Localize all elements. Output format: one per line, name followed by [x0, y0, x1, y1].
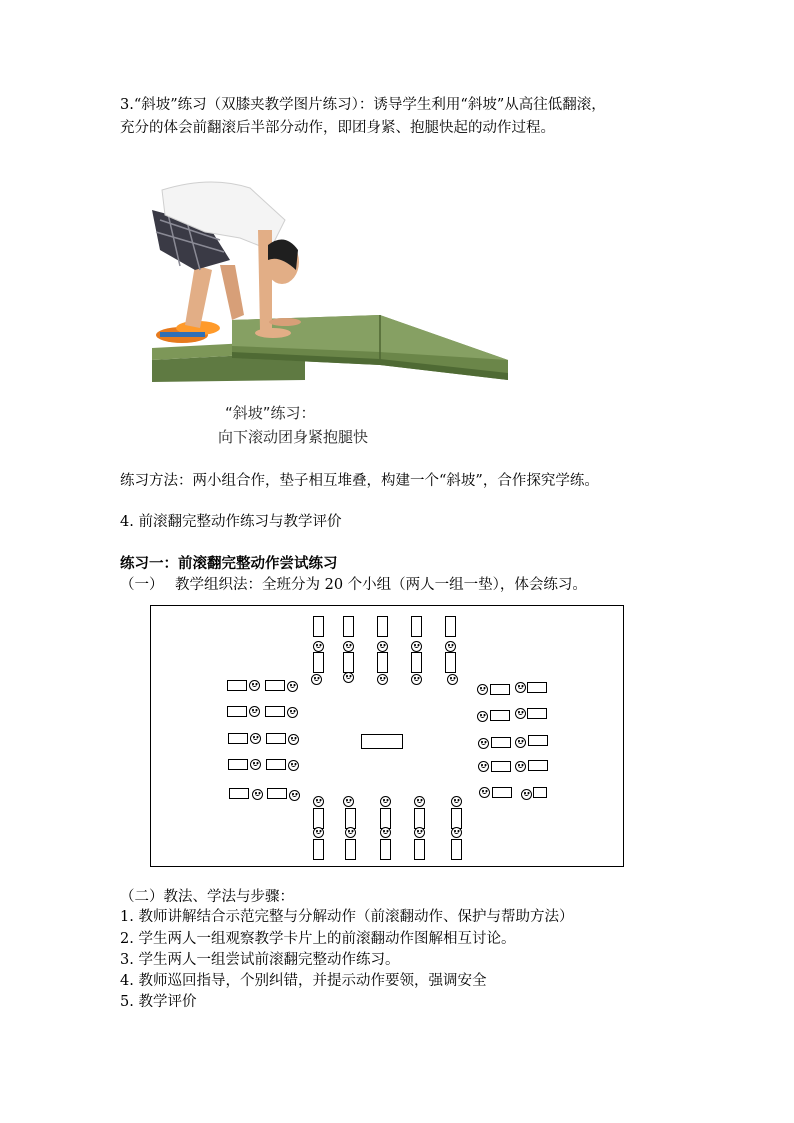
- top-mat: [411, 616, 422, 637]
- smiley-icon: [414, 827, 425, 838]
- left-mat: [229, 788, 249, 799]
- smiley-icon: [478, 738, 489, 749]
- smiley-icon: [287, 681, 298, 692]
- smiley-icon: [288, 760, 299, 771]
- smiley-icon: [250, 759, 261, 770]
- right-mat: [528, 735, 548, 746]
- student-figure: [152, 182, 301, 343]
- exercise1-heading: 练习一：前滚翻完整动作尝试练习: [120, 556, 338, 572]
- bottom-mat: [313, 808, 324, 829]
- bottom-mat: [451, 808, 462, 829]
- slope-practice-photo: [140, 170, 530, 460]
- bottom-mat: [345, 808, 356, 829]
- step-item: 2. 学生两人一组观察教学卡片上的前滚翻动作图解相互讨论。: [120, 931, 516, 947]
- right-mat: [490, 710, 510, 721]
- class-formation-diagram: [150, 605, 624, 867]
- smiley-icon: [250, 733, 261, 744]
- left-mat: [228, 759, 248, 770]
- right-mat: [528, 760, 548, 771]
- top-mat: [343, 616, 354, 637]
- smiley-icon: [451, 827, 462, 838]
- bottom-mat: [345, 839, 356, 860]
- right-mat: [492, 787, 512, 798]
- smiley-icon: [249, 680, 260, 691]
- top-mat: [377, 616, 388, 637]
- smiley-icon: [380, 796, 391, 807]
- top-mat: [411, 652, 422, 673]
- smiley-icon: [289, 790, 300, 801]
- smiley-icon: [445, 641, 456, 652]
- left-mat: [227, 680, 247, 691]
- bottom-mat: [380, 839, 391, 860]
- section3-line1: 3.“斜坡”练习（双膝夹教学图片练习）：诱导学生利用“斜坡”从高往低翻滚，: [120, 97, 606, 113]
- smiley-icon: [345, 827, 356, 838]
- left-mat: [266, 733, 286, 744]
- smiley-icon: [411, 674, 422, 685]
- bottom-mat: [380, 808, 391, 829]
- top-mat: [377, 652, 388, 673]
- steps-heading: （二）教法、学法与步骤：: [120, 889, 294, 905]
- bottom-mat: [414, 839, 425, 860]
- smiley-icon: [380, 827, 391, 838]
- smiley-icon: [515, 708, 526, 719]
- left-mat: [265, 706, 285, 717]
- left-mat: [265, 680, 285, 691]
- bottom-mat: [313, 839, 324, 860]
- smiley-icon: [311, 674, 322, 685]
- smiley-icon: [252, 789, 263, 800]
- left-mat: [228, 733, 248, 744]
- right-mat: [527, 708, 547, 719]
- right-mat: [491, 737, 511, 748]
- smiley-icon: [377, 674, 388, 685]
- step-item: 3. 学生两人一组尝试前滚翻完整动作练习。: [120, 952, 400, 968]
- step-item: 4. 教师巡回指导，个别纠错，并提示动作要领，强调安全: [120, 973, 487, 989]
- photo-caption-line1: “斜坡”练习：: [225, 404, 316, 422]
- left-mat: [266, 759, 286, 770]
- smiley-icon: [313, 827, 324, 838]
- center-mat: [361, 734, 403, 749]
- smiley-icon: [313, 641, 324, 652]
- practice-method: 练习方法：两小组合作，垫子相互堆叠，构建一个“斜坡”，合作探究学练。: [120, 473, 599, 489]
- left-mat: [267, 788, 287, 799]
- smiley-icon: [287, 707, 298, 718]
- smiley-icon: [521, 789, 532, 800]
- right-mat: [527, 682, 547, 693]
- smiley-icon: [288, 734, 299, 745]
- smiley-icon: [477, 684, 488, 695]
- smiley-icon: [249, 706, 260, 717]
- bottom-mat: [451, 839, 462, 860]
- smiley-icon: [377, 641, 388, 652]
- left-mat: [227, 706, 247, 717]
- smiley-icon: [447, 674, 458, 685]
- smiley-icon: [343, 672, 354, 683]
- smiley-icon: [451, 796, 462, 807]
- smiley-icon: [515, 682, 526, 693]
- smiley-icon: [343, 796, 354, 807]
- smiley-icon: [411, 641, 422, 652]
- top-mat: [445, 652, 456, 673]
- org-text: 教学组织法：全班分为 20 个小组（两人一组一垫），体会练习。: [175, 577, 587, 593]
- step-item: 1. 教师讲解结合示范完整与分解动作（前滚翻动作、保护与帮助方法）: [120, 909, 574, 925]
- top-mat: [343, 652, 354, 673]
- section3-line2: 充分的体会前翻滚后半部分动作，即团身紧、抱腿快起的动作过程。: [120, 120, 555, 136]
- smiley-icon: [515, 737, 526, 748]
- bottom-mat: [414, 808, 425, 829]
- org-label: （一）: [120, 577, 164, 593]
- smiley-icon: [478, 761, 489, 772]
- top-mat: [445, 616, 456, 637]
- step-item: 5. 教学评价: [120, 994, 197, 1010]
- smiley-icon: [414, 796, 425, 807]
- smiley-icon: [343, 641, 354, 652]
- smiley-icon: [515, 761, 526, 772]
- right-mat: [490, 684, 510, 695]
- section4-title: 4. 前滚翻完整动作练习与教学评价: [120, 514, 342, 530]
- right-mat: [533, 787, 547, 798]
- right-mat: [491, 761, 511, 772]
- top-mat: [313, 652, 324, 673]
- top-mat: [313, 616, 324, 637]
- smiley-icon: [313, 796, 324, 807]
- smiley-icon: [479, 787, 490, 798]
- photo-caption-line2: 向下滚动团身紧抱腿快: [218, 428, 369, 446]
- smiley-icon: [477, 711, 488, 722]
